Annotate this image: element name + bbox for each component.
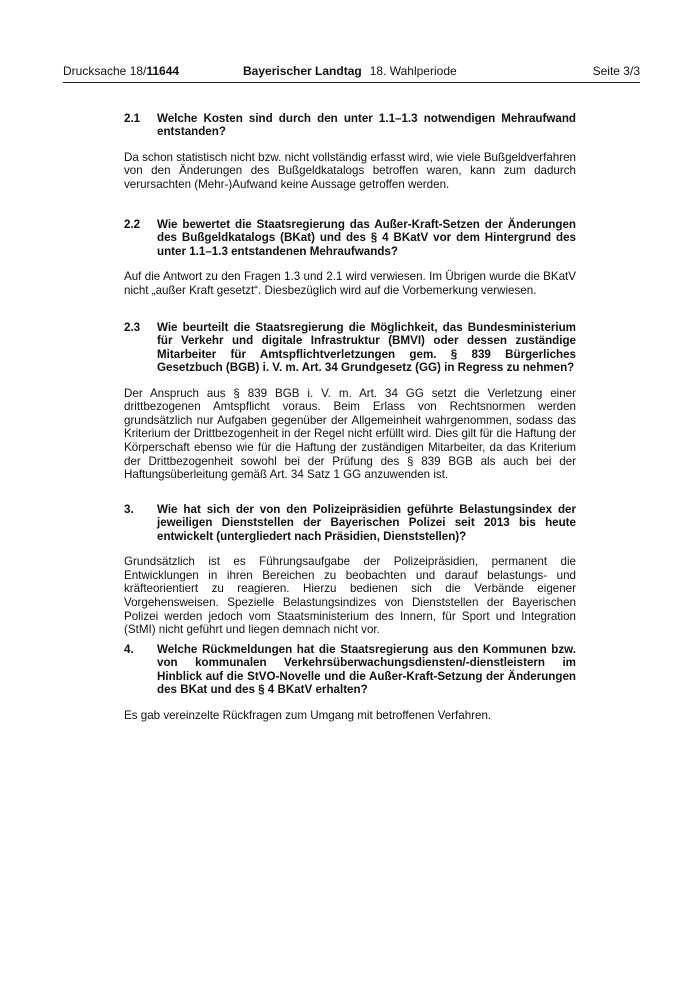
answer-text: Auf die Antwort zu den Fragen 1.3 und 2.1 wird verwiesen. Im Übrigen wurde die BKatV nicht „außer Kraft gesetzt“. Diesbezüglich wird auf die Vorbemerkung verwiesen. — [124, 270, 576, 297]
answer-text: Da schon statistisch nicht bzw. nicht vollständig erfasst wird, wie viele Bußgeldverfahren von den Änderungen des Bußgeldkatalogs betroffen waren, kann zum dadurch verursachten (Mehr-)Aufwand keine Aussage getroffen werden. — [124, 150, 576, 191]
question-text: Welche Rückmeldungen hat die Staatsregierung aus den Kommunen bzw. von kommunalen Verkehrsüberwachungsdiensten/-dienstleistern im Hinblick auf die StVO-Novelle und die Außer-Kraft-Setzung der Änderungen des BKat und des § 4 BKatV erhalten? — [157, 643, 576, 697]
question-text: Wie beurteilt die Staatsregierung die Möglichkeit, das Bundesministerium für Verkehr und digitale Infrastruktur (BMVI) oder dessen zuständige Mitarbeiter für Amtspflichtverletzungen gem. § 839 Bürgerliches Gesetzbuch (BGB) i. V. m. Art. 34 Grundgesetz (GG) in Regress zu nehmen? — [157, 321, 576, 375]
question-number: 2.3 — [124, 321, 141, 334]
section-4 — [124, 643, 576, 722]
question — [124, 503, 576, 543]
election-period: 18. Wahlperiode — [369, 64, 457, 78]
section-2-1 — [124, 112, 576, 192]
drucksache-number: 11644 — [146, 64, 180, 78]
page-number: Seite 3/3 — [592, 64, 640, 78]
section-3 — [124, 503, 576, 637]
question-number: 2.1 — [124, 112, 141, 125]
section-2-3 — [124, 321, 576, 482]
question-text: Wie hat sich der von den Polizeipräsidien geführte Belastungsindex der jeweiligen Dienststellen der Bayerischen Polizei seit 2013 bis heute entwickelt (untergliedert nach Präsidien, Dienststellen)? — [157, 503, 576, 543]
question — [124, 321, 576, 375]
header-center — [243, 64, 457, 79]
question-number: 3. — [124, 503, 134, 516]
question-number: 2.2 — [124, 218, 141, 231]
header-divider — [63, 82, 640, 83]
drucksache-label: Drucksache 18/11644 — [63, 64, 180, 78]
answer-text: Es gab vereinzelte Rückfragen zum Umgang mit betroffenen Verfahren. — [124, 708, 492, 722]
parliament-name: Bayerischer Landtag — [243, 64, 362, 78]
section-2-2 — [124, 218, 576, 297]
page-header — [63, 64, 640, 80]
question-text: Wie bewertet die Staatsregierung das Außer-Kraft-Setzen der Änderungen des Bußgeldkatalogs (BKat) und des § 4 BKatV vor dem Hintergrund des unter 1.1–1.3 entstandenen Mehraufwands? — [157, 218, 576, 258]
question — [124, 643, 576, 697]
question — [124, 218, 576, 258]
question-number: 4. — [124, 643, 134, 656]
answer-text: Der Anspruch aus § 839 BGB i. V. m. Art. 34 GG setzt die Verletzung einer drittbezogenen Amtspflicht voraus. Beim Erlass von Rechtsnormen werden grundsätzlich nur Aufgaben gegenüber der Allgemeinheit wahrgenommen, sodass das Kriterium der Drittbezogenheit in der Regel nicht erfüllt wird. Dies gilt für die Haftung der Körperschaft ebenso wie für die Haftung der zuständigen Mitarbeiter, da das Kriterium der Drittbezogenheit sowohl bei der Prüfung des § 839 BGB als auch bei der Haftungsüberleitung gemäß Art. 34 Satz 1 GG anzuwenden ist. — [124, 386, 576, 482]
answer-text: Grundsätzlich ist es Führungsaufgabe der Polizeipräsidien, permanent die Entwicklungen in ihren Bereichen zu beobachten und darauf belastungs- und kräfteorientiert zu reagieren. Hierzu bedienen sich die Verbände eigener Vorgehensweisen. Spezielle Belastungsindizes von Dienststellen der Bayerischen Polizei werden jedoch vom Staatsministerium des Innern, für Sport und Integration (StMI) nicht geführt und liegen demnach nicht vor. — [124, 555, 576, 637]
question-text: Welche Kosten sind durch den unter 1.1–1.3 notwendigen Mehraufwand entstanden? — [157, 112, 576, 139]
question — [124, 112, 576, 139]
